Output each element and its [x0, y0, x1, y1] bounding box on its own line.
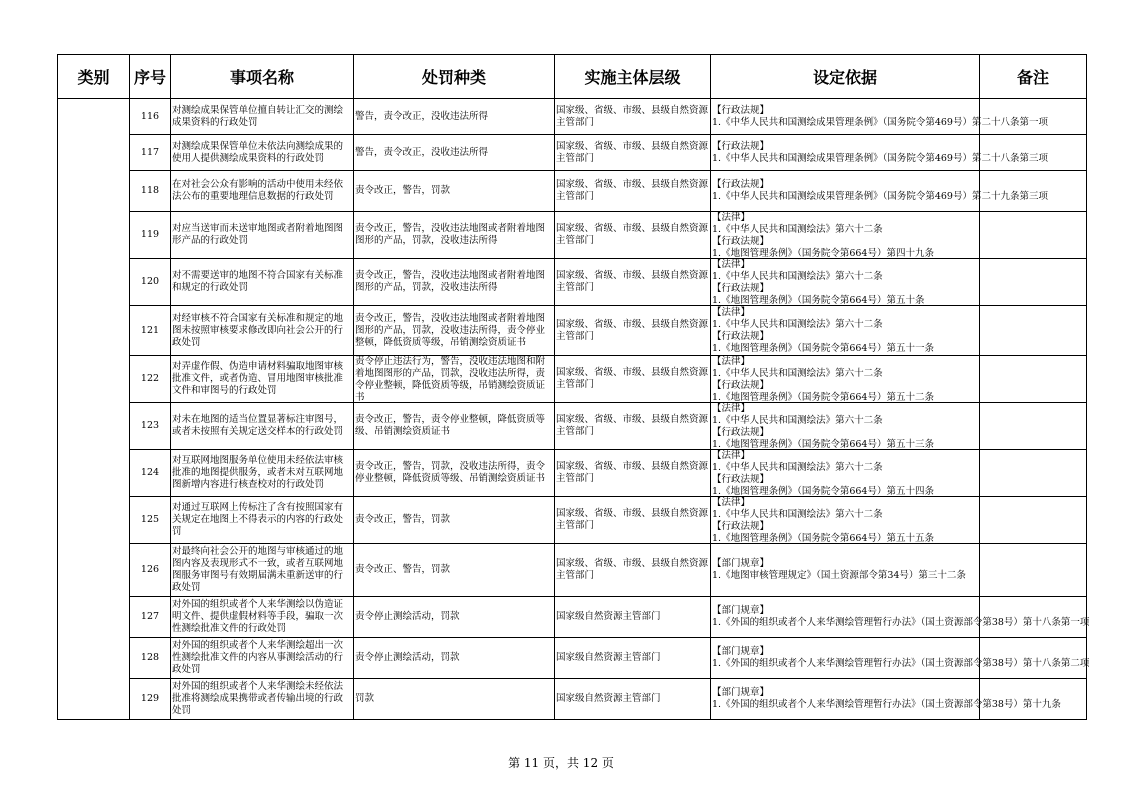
- penalty-table: [57, 54, 1090, 720]
- item-name-text: 在对社会公众有影响的活动中使用未经依法公布的重要地理信息数据的行政处罚: [172, 179, 344, 202]
- row-number: [130, 306, 171, 356]
- table-row: [58, 450, 1087, 497]
- implementing-level: [555, 99, 711, 135]
- header-implementing-level: 实施主体层级: [555, 55, 711, 99]
- penalty-type-text: 责令改正，警告，罚款: [355, 185, 451, 196]
- row-number-text: 123: [140, 420, 160, 431]
- legal-basis-text: [712, 212, 978, 258]
- legal-basis: [711, 306, 980, 356]
- row-number: [130, 356, 171, 403]
- implementing-level: [555, 638, 711, 679]
- legal-basis-text: [712, 179, 1048, 203]
- item-name-text: 对互联网地图服务单位使用未经依法审核批准的地图提供服务，或者未对互联网地图新增内容进行核查校对的行政处罚: [172, 455, 344, 490]
- row-number: [130, 171, 171, 212]
- legal-basis-text: [712, 497, 978, 543]
- implementing-level-text: 国家级自然资源主管部门: [556, 693, 661, 704]
- legal-basis: [711, 259, 980, 306]
- penalty-type: [354, 99, 555, 135]
- header-remarks: 备注: [980, 55, 1087, 99]
- implementing-level-text: 国家级、省级、市级、县级自然资源主管部门: [556, 414, 709, 437]
- legal-basis-text: [712, 104, 1048, 129]
- header-row: [58, 55, 1087, 99]
- legal-basis: [711, 497, 980, 544]
- basis-line: 1.《中华人民共和国测绘法》第六十二条: [712, 415, 883, 426]
- basis-line: 【行政法规】: [712, 521, 770, 532]
- basis-line: 1.《地图管理条例》（国务院令第664号）第五十四条: [712, 486, 934, 497]
- item-name-text: 对外国的组织或者个人来华测绘未经依法批准将测绘成果携带或者传输出境的行政处罚: [172, 681, 344, 716]
- basis-line: 【部门规章】: [712, 558, 770, 569]
- basis-line: 1.《地图管理条例》（国务院令第664号）第五十条: [712, 295, 925, 306]
- implementing-level-text: 国家级自然资源主管部门: [556, 652, 661, 663]
- table-row: [58, 212, 1087, 259]
- basis-line: 1.《中华人民共和国测绘法》第六十二条: [712, 462, 883, 473]
- item-name-text: 对未在地图的适当位置显著标注审图号，或者未按照有关规定送交样本的行政处罚: [172, 414, 344, 437]
- basis-line: 1.《中华人民共和国测绘法》第六十二条: [712, 318, 883, 330]
- basis-line: 【法律】: [712, 356, 751, 367]
- implementing-level-text: 国家级、省级、市级、县级自然资源主管部门: [556, 367, 709, 390]
- item-name: [171, 171, 354, 212]
- penalty-type-text: 责令改正，警告，没收违法地图或者附着地图图形的产品，罚款，没收违法所得: [355, 223, 546, 246]
- penalty-type: [354, 306, 555, 356]
- table-row: [58, 171, 1087, 212]
- row-number: [130, 99, 171, 135]
- item-name: [171, 135, 354, 171]
- row-number: [130, 597, 171, 638]
- remarks: [980, 259, 1087, 306]
- basis-line: 1.《中华人民共和国测绘成果管理条例》（国务院令第469号）第二十八条第三项: [712, 152, 1048, 164]
- row-number-text: 116: [140, 110, 160, 122]
- row-number-text: 121: [140, 324, 160, 336]
- table-row: [58, 403, 1087, 450]
- table-row: [58, 679, 1087, 720]
- implementing-level-text: 国家级、省级、市级、县级自然资源主管部门: [556, 104, 709, 128]
- penalty-type-text: 责令改正，警告，罚款: [355, 514, 451, 525]
- legal-basis: [711, 356, 980, 403]
- row-number-text: 129: [140, 693, 160, 704]
- basis-line: 【行政法规】: [712, 474, 770, 485]
- implementing-level: [555, 679, 711, 720]
- penalty-type: [354, 135, 555, 171]
- remarks: [980, 306, 1087, 356]
- legal-basis-text: [712, 687, 1061, 711]
- legal-basis-text: [712, 605, 1090, 629]
- implementing-level: [555, 403, 711, 450]
- penalty-type: [354, 544, 555, 597]
- item-name-text: 对测绘成果保管单位未依法向测绘成果的使用人提供测绘成果资料的行政处罚: [172, 140, 344, 164]
- legal-basis-text: [712, 140, 1048, 165]
- legal-basis: [711, 171, 1048, 212]
- basis-line: 【行政法规】: [712, 179, 770, 190]
- row-number: [130, 544, 171, 597]
- item-name: [171, 497, 354, 544]
- legal-basis: [711, 212, 980, 259]
- implementing-level: [555, 171, 711, 212]
- row-number-text: 128: [140, 652, 160, 663]
- basis-line: 1.《中华人民共和国测绘法》第六十二条: [712, 224, 883, 235]
- legal-basis: [711, 679, 1061, 720]
- item-name-text: 对应当送审而未送审地图或者附着地图图形产品的行政处罚: [172, 223, 344, 246]
- legal-basis-text: [712, 356, 978, 402]
- implementing-level-text: 国家级、省级、市级、县级自然资源主管部门: [556, 140, 709, 164]
- penalty-type-text: 责令改正，警告，没收违法地图或者附着地图图形的产品，罚款，没收违法所得，责令停业整顿，降低资质等级，吊销测绘资质证书: [355, 312, 546, 348]
- basis-line: 【部门规章】: [712, 646, 770, 657]
- basis-line: 1.《地图管理条例》（国务院令第664号）第五十一条: [712, 342, 934, 354]
- implementing-level-text: 国家级、省级、市级、县级自然资源主管部门: [556, 179, 709, 202]
- penalty-type: [354, 403, 555, 450]
- item-name: [171, 638, 354, 679]
- penalty-type: [354, 450, 555, 497]
- penalty-type: [354, 679, 555, 720]
- row-number-text: 117: [140, 146, 160, 158]
- legal-basis: [711, 544, 980, 597]
- header-item-name: 事项名称: [171, 55, 354, 99]
- basis-line: 1.《外国的组织或者个人来华测绘管理暂行办法》（国土资源部令第38号）第十八条第二项: [712, 658, 1090, 669]
- row-number: [130, 212, 171, 259]
- row-number: [130, 450, 171, 497]
- page-footer: 第 11 页，共 12 页: [508, 756, 614, 770]
- row-number: [130, 259, 171, 306]
- item-name: [171, 259, 354, 306]
- implementing-level-text: 国家级、省级、市级、县级自然资源主管部门: [556, 461, 709, 484]
- basis-line: 【行政法规】: [712, 330, 770, 342]
- penalty-type: [354, 597, 555, 638]
- penalty-type: [354, 259, 555, 306]
- legal-basis: [711, 597, 1090, 638]
- implementing-level: [555, 597, 711, 638]
- basis-line: 1.《中华人民共和国测绘成果管理条例》（国务院令第469号）第二十九条第三项: [712, 191, 1048, 202]
- implementing-level: [555, 259, 711, 306]
- basis-line: 【部门规章】: [712, 605, 770, 616]
- item-name: [171, 212, 354, 259]
- header-penalty-type: 处罚种类: [354, 55, 555, 99]
- basis-line: 1.《地图管理条例》（国务院令第664号）第五十三条: [712, 439, 934, 450]
- basis-line: 【法律】: [712, 212, 751, 223]
- penalty-type-text: 罚款: [355, 693, 375, 704]
- row-number-text: 127: [140, 611, 160, 622]
- basis-line: 1.《中华人民共和国测绘成果管理条例》（国务院令第469号）第二十八条第一项: [712, 116, 1048, 128]
- implementing-level-text: 国家级、省级、市级、县级自然资源主管部门: [556, 318, 709, 342]
- remarks: [980, 450, 1087, 497]
- implementing-level: [555, 450, 711, 497]
- basis-line: 【法律】: [712, 403, 751, 414]
- basis-line: 1.《中华人民共和国测绘法》第六十二条: [712, 368, 883, 379]
- penalty-type-text: 责令停止违法行为，警告，没收违法地图和附着地图图形的产品，罚款，没收违法所得，责令停业整顿，降低资质等级，吊销测绘资质证书: [355, 356, 546, 403]
- item-name: [171, 356, 354, 403]
- penalty-type: [354, 497, 555, 544]
- penalty-type-text: 责令改正，警告，罚款，没收违法所得，责令停业整顿，降低资质等级、吊销测绘资质证书: [355, 461, 546, 484]
- table-row: [58, 497, 1087, 544]
- item-name-text: 对外国的组织或者个人来华测绘超出一次性测绘批准文件的内容从事测绘活动的行政处罚: [172, 640, 344, 675]
- row-number: [130, 679, 171, 720]
- penalty-type-text: 责令改正，警告，责令停业整顿，降低资质等级、吊销测绘资质证书: [355, 414, 546, 437]
- legal-basis: [711, 135, 1048, 171]
- basis-line: 1.《地图管理条例》（国务院令第664号）第四十九条: [712, 248, 934, 259]
- header-number: 序号: [130, 55, 171, 99]
- table-row: [58, 99, 1087, 135]
- basis-line: 【法律】: [712, 450, 751, 461]
- legal-basis: [711, 450, 980, 497]
- remarks: [980, 212, 1087, 259]
- row-number-text: 125: [140, 514, 160, 525]
- category-cell: [58, 99, 130, 720]
- penalty-type-text: 责令停止测绘活动，罚款: [355, 652, 460, 663]
- basis-line: 1.《地图审核管理规定》（国土资源部令第34号）第三十二条: [712, 570, 966, 581]
- item-name: [171, 99, 354, 135]
- legal-basis: [711, 403, 980, 450]
- implementing-level: [555, 306, 711, 356]
- basis-line: 【部门规章】: [712, 687, 770, 698]
- header-category: 类别: [58, 55, 130, 99]
- item-name: [171, 306, 354, 356]
- implementing-level: [555, 544, 711, 597]
- basis-line: 【行政法规】: [712, 380, 770, 391]
- item-name: [171, 403, 354, 450]
- row-number-text: 122: [140, 373, 160, 384]
- implementing-level-text: 国家级、省级、市级、县级自然资源主管部门: [556, 270, 709, 293]
- row-number-text: 119: [140, 229, 160, 240]
- basis-line: 【行政法规】: [712, 104, 770, 116]
- basis-line: 1.《中华人民共和国测绘法》第六十二条: [712, 509, 883, 520]
- table-row: [58, 638, 1087, 679]
- row-number: [130, 135, 171, 171]
- table-body: [58, 99, 1090, 720]
- legal-basis: [711, 638, 1090, 679]
- item-name-text: 对测绘成果保管单位擅自转让汇交的测绘成果资料的行政处罚: [172, 104, 344, 128]
- basis-line: 【行政法规】: [712, 140, 770, 152]
- penalty-type-text: 责令改正、警告，罚款: [355, 564, 451, 575]
- penalty-type-text: 责令停止测绘活动，罚款: [355, 611, 460, 622]
- remarks: [980, 403, 1087, 450]
- table-row: [58, 306, 1087, 356]
- basis-line: 【行政法规】: [712, 236, 770, 247]
- table-row: [58, 135, 1087, 171]
- basis-line: 1.《外国的组织或者个人来华测绘管理暂行办法》（国土资源部令第38号）第十八条第一项: [712, 617, 1090, 628]
- table-row: [58, 597, 1087, 638]
- table-row: [58, 356, 1087, 403]
- basis-line: 1.《中华人民共和国测绘法》第六十二条: [712, 271, 883, 282]
- penalty-type-text: 责令改正，警告，没收违法地图或者附着地图图形的产品，罚款，没收违法所得: [355, 270, 546, 293]
- row-number: [130, 497, 171, 544]
- implementing-level-text: 国家级自然资源主管部门: [556, 611, 661, 622]
- item-name-text: 对不需要送审的地图不符合国家有关标准和规定的行政处罚: [172, 270, 344, 293]
- basis-line: 【行政法规】: [712, 283, 770, 294]
- row-number-text: 124: [140, 467, 160, 478]
- penalty-type: [354, 356, 555, 403]
- item-name: [171, 679, 354, 720]
- row-number-text: 118: [140, 185, 160, 196]
- implementing-level: [555, 135, 711, 171]
- basis-line: 1.《外国的组织或者个人来华测绘管理暂行办法》（国土资源部令第38号）第十九条: [712, 699, 1061, 710]
- basis-line: 【行政法规】: [712, 427, 770, 438]
- legal-basis-text: [712, 259, 978, 305]
- legal-basis-text: [712, 646, 1090, 670]
- header-legal-basis: 设定依据: [711, 55, 980, 99]
- implementing-level-text: 国家级、省级、市级、县级自然资源主管部门: [556, 508, 709, 531]
- basis-line: 【法律】: [712, 497, 751, 508]
- item-name: [171, 544, 354, 597]
- implementing-level-text: 国家级、省级、市级、县级自然资源主管部门: [556, 558, 709, 581]
- remarks: [980, 544, 1087, 597]
- implementing-level: [555, 497, 711, 544]
- row-number-text: 120: [140, 276, 160, 287]
- remarks: [980, 356, 1087, 403]
- item-name: [171, 597, 354, 638]
- legal-basis-text: [712, 558, 978, 582]
- item-name-text: 对外国的组织或者个人来华测绘以伪造证明文件、提供虚假材料等手段，骗取一次性测绘批准文件的行政处罚: [172, 599, 344, 634]
- basis-line: 1.《地图管理条例》（国务院令第664号）第五十二条: [712, 392, 934, 403]
- table-row: [58, 259, 1087, 306]
- legal-basis: [711, 99, 1048, 135]
- remarks: [980, 497, 1087, 544]
- basis-line: 1.《地图管理条例》（国务院令第664号）第五十五条: [712, 533, 934, 544]
- item-name-text: 对最终向社会公开的地图与审核通过的地图内容及表现形式不一致，或者互联网地图服务审图号有效期届满未重新送审的行政处罚: [172, 546, 344, 593]
- legal-basis-text: [712, 403, 978, 449]
- item-name-text: 对弄虚作假、伪造申请材料骗取地图审核批准文件，或者伪造、冒用地图审核批准文件和审图号的行政处罚: [172, 361, 344, 396]
- item-name: [171, 450, 354, 497]
- implementing-level: [555, 356, 711, 403]
- penalty-type: [354, 212, 555, 259]
- table-row: [58, 544, 1087, 597]
- basis-line: 【法律】: [712, 306, 751, 318]
- legal-basis-text: [712, 307, 978, 355]
- basis-line: 【法律】: [712, 259, 751, 270]
- item-name-text: 对通过互联网上传标注了含有按照国家有关规定在地图上不得表示的内容的行政处罚: [172, 502, 344, 537]
- legal-basis-text: [712, 450, 978, 496]
- penalty-type-text: 警告，责令改正，没收违法所得: [355, 110, 489, 122]
- penalty-type-text: 警告，责令改正，没收违法所得: [355, 146, 489, 158]
- row-number: [130, 403, 171, 450]
- row-number: [130, 638, 171, 679]
- implementing-level-text: 国家级、省级、市级、县级自然资源主管部门: [556, 223, 709, 246]
- row-number-text: 126: [140, 564, 160, 575]
- penalty-type: [354, 638, 555, 679]
- implementing-level: [555, 212, 711, 259]
- penalty-type: [354, 171, 555, 212]
- item-name-text: 对经审核不符合国家有关标准和规定的地图未按照审核要求修改即向社会公开的行政处罚: [172, 312, 344, 348]
